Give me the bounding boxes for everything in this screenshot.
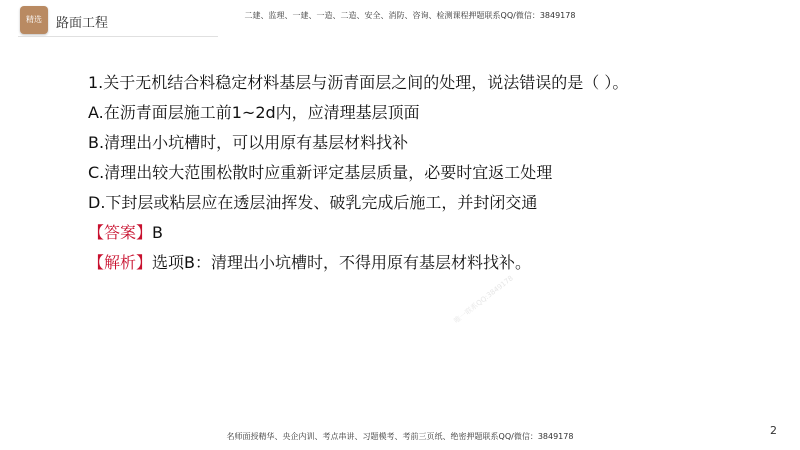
question-stem: 1.关于无机结合料稳定材料基层与沥青面层之间的处理，说法错误的是（ ）。	[88, 73, 629, 92]
logo-badge: 精选	[20, 6, 48, 34]
watermark: 唯一联系QQ:3849178	[452, 274, 515, 326]
option-a: A.在沥青面层施工前1~2d内，应清理基层顶面	[88, 103, 420, 122]
analysis-line	[88, 248, 728, 278]
analysis-text: 选项B：清理出小坑槽时，不得用原有基层材料找补。	[152, 253, 531, 272]
answer-value: B	[152, 223, 163, 242]
option-d: D.下封层或粘层应在透层油挥发、破乳完成后施工，并封闭交通	[88, 193, 538, 212]
page-number: 2	[770, 424, 777, 437]
section-title: 路面工程	[56, 16, 109, 31]
header-divider	[18, 36, 218, 37]
option-c: C.清理出较大范围松散时应重新评定基层质量，必要时宜返工处理	[88, 163, 553, 182]
answer-label: 【答案】	[88, 223, 153, 242]
footer-promo-text: 名师面授精华、央企内训、考点串讲、习题模考、考前三页纸、绝密押题联系QQ/微信：3849178	[226, 432, 574, 441]
header-promo-text: 二建、监理、一建、一造、二造、安全、消防、咨询、检测课程押题联系QQ/微信：3849178	[244, 11, 576, 20]
answer-line	[88, 218, 728, 248]
option-b: B.清理出小坑槽时，可以用原有基层材料找补	[88, 133, 409, 152]
question-block	[88, 68, 728, 278]
analysis-label: 【解析】	[88, 253, 153, 272]
